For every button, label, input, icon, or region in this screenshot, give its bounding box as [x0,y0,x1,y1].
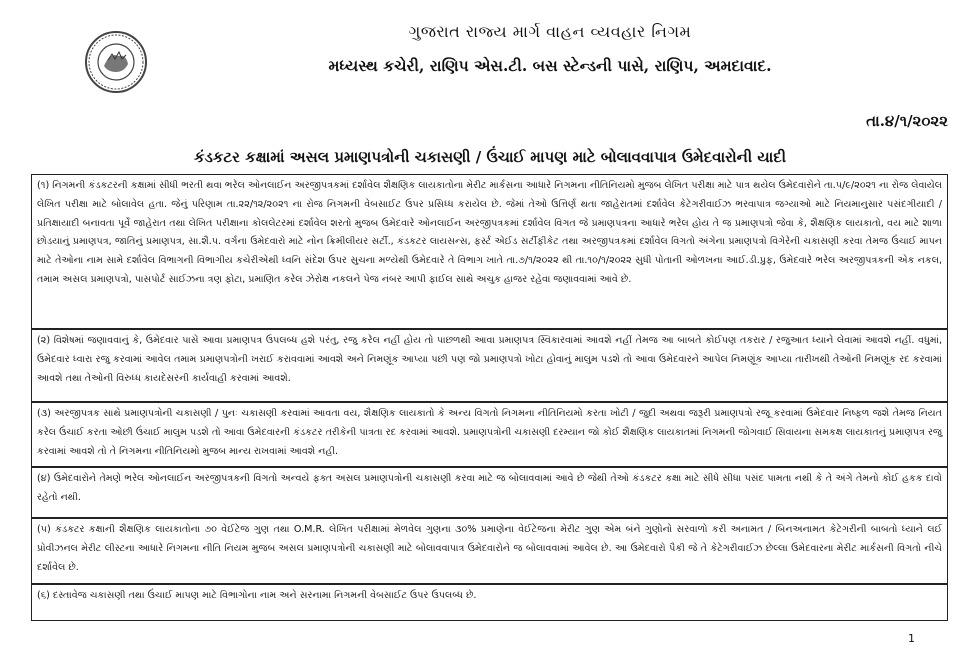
paragraph-5: (૫) કંડકટર કક્ષાની શૈક્ષણિક લાયકાતોના ૭૦ વેઈટેજ ગુણ તથા O.M.R. લેખિત પરીક્ષામાં મેળવેલ ગુણના ૩૦% પ્રમાણેના વેઈટેજના મેરીટ ગુણ એમ બંને ગુણોનો સરવાળો કરી અનામત / બિનઅનામત કેટેગરીની બાબતો ધ્યાને લઈ પ્રોવીઝનલ મેરીટ લીસ્ટના આધારે નિગમના નીતિ નિયમ મુજબ અસલ પ્રમાણપત્રોની ચકાસણી માટે બોલાવવાપાત્ર ઉમેદવારોને જ બોલાવવામાં આવેલ છે. આ ઉમેદવારો પૈકી જે તે કેટેગરીવાઈઝ છેલ્લા ઉમેદવારના મેરીટ માર્કસની વિગતો નીચે દર્શાવેલ છે. [31,518,948,584]
paragraph-1: (૧) નિગમની કંડકટરની કક્ષામાં સીધી ભરતી થવા ભરેલ ઓનલાઈન અરજીપત્રકમાં દર્શાવેલ શૈક્ષણિક લાયકાતોના મેરીટ માર્કસના આધારે નિગમના નીતિનિયમો મુજબ લેખિત પરીક્ષા માટે પાત્ર થયેલ ઉમેદવારોને તા.૫/૯/૨૦૨૧ ના રોજ લેવાયેલ લેખિત પરીક્ષા માટે બોલાવેલ હતા. જેનું પરિણામ તા.૨૨/૧૨/૨૦૨૧ ના રોજ નિગમની વેબસાઈટ ઉપર પ્રસિધ્ધ કરાયેલ છે. જેમાં તેઓ ઉત્તિર્ણ થતા જાહેરાતમાં દર્શાવેલ કેટેગરીવાઈઝ ભરવાપાત્ર જગ્યાઓ માટે નિયમાનુસાર પસંદગીયાદી / પ્રતિક્ષાયાદી બનાવતા પૂર્વે જાહેરાત તથા લેખિત પરીક્ષાના કોલલેટરમાં દર્શાવેલ શરતો મુજબ ઉમેદવારે ઓનલાઈન અરજીપત્રકમાં દર્શાવેલ વિગત જે પ્રમાણપત્રના આધારે ભરેલ હોય તે જ પ્રમાણપત્રો જેવા કે, શૈક્ષણિક લાયકાતો, વય માટે શાળા છોડયાનું પ્રમાણપત્ર, જાતિનું પ્રમાણપત્ર, સા.શૈ.પ. વર્ગના ઉમેદવારો માટે નોન ક્રિમીલીયર સર્ટી., કંડકટર લાયસન્સ, ફર્સ્ટ એઈડ સર્ટીફીકેટ તથા અરજીપત્રકમાં દર્શાવેલ વિગતો અંગેના પ્રમાણપત્રો વિગેરેની ચકાસણી કરવા તેમજ ઉંચાઈ માપન માટે તેઓના નામ સામે દર્શાવેલ વિભાગની વિભાગીય કચેરીએથી ધ્વનિ સંદેશ ઉપર સુચના મળ્યેથી ઉમેદવારે તે વિભાગ ખાતે તા.૭/૧/૨૦૨૨ થી તા.૧૦/૧/૨૦૨૨ સુધી પોતાની ઓળખના આઈ.ડી.પ્રુફ, ઉમેદવારે ભરેલ અરજીપત્રકની એક નકલ, તમામ અસલ પ્રમાણપત્રો, પાસપોર્ટ સાઈઝના ત્રણ ફોટા, પ્રમાણિત કરેલ ઝેરોક્ષ નકલને પેજ નંબર આપી ફાઈલ સાથે અચુક હાજર રહેવા જણાવવામાં આવે છે. [31,174,948,329]
paragraph-3: (૩) અરજીપત્રક સાથે પ્રમાણપત્રોની ચકાસણી / પુનઃ ચકાસણી કરવામાં આવતા વય, શૈક્ષણિક લાયકાતો કે અન્ય વિગતો નિગમના નીતિનિયમો કરતા ખોટી / જુદી અથવા જરૂરી પ્રમાણપત્રો રજૂ કરવામાં ઉમેદવાર નિષ્ફળ જશે તેમજ નિયત કરેલ ઉંચાઈ કરતા ઓછી ઉંચાઈ માલુમ પડશે તો આવા ઉમેદવારની કંડકટર તરીકેની પાત્રતા રદ કરવામાં આવશે. પ્રમાણપત્રોની ચકાસણી દરમ્યાન જો કોઈ શૈક્ષણિક લાયકાતમાં નિગમની જોગવાઈ સિવાયના સમકક્ષ લાયકાતનું પ્રમાણપત્ર રજુ કરવામાં આવશે તો તે નિગમના નીતિનિયમો મુજબ માન્ય રાખવામાં આવશે નહી. [31,402,948,467]
paragraph-6: (૬) દસ્તાવેજ ચકાસણી તથા ઉંચાઈ માપણ માટે વિભાગોના નામ અને સરનામા નિગમની વેબસાઈટ ઉપર ઉપલબ્ધ છે. [31,584,948,621]
gsrtc-seal-icon [84,30,148,94]
page-number: 1 [908,632,915,645]
document-date: તા.૪/૧/૨૦૨૨ [866,112,948,130]
organization-name: ગુજરાત રાજ્ય માર્ગ વાહન વ્યવહાર નિગમ [408,22,692,41]
paragraph-2: (૨) વિશેષમાં જણાવવાનું કે, ઉમેદવાર પાસે આવા પ્રમાણપત્ર ઉપલબ્ધ હશે પરંતુ, રજુ કરેલ નહીં હોય તો પાછળથી આવા પ્રમાણપત્ર સ્વિકારવામાં આવશે નહીં તેમજ આ બાબતે કોઈપણ તકરાર / રજુઆત ધ્યાને લેવામાં આવશે નહીં. વધુમાં, ઉમેદવાર ધ્વારા રજુ કરવામાં આવેલ તમામ પ્રમાણપત્રોની ખરાઈ કરાવવામાં આવશે અને નિમણૂંક આપ્યા પછી પણ જો પ્રમાણપત્રો ખોટા હોવાનું માલુમ પડશે તો આવા ઉમેદવારને આપેલ નિમણૂંક આપ્યા તારીખથી તેઓની નિમણૂંક રદ કરવામાં આવશે તથા તેઓની વિરુધ્ધ કાયદેસરની કાર્યવાહી કરવામાં આવશે. [31,329,948,402]
document-title: કંડકટર કક્ષામાં અસલ પ્રમાણપત્રોની ચકાસણી / ઉંચાઈ માપણ માટે બોલાવવાપાત્ર ઉમેદવારોની યાદી [193,148,787,166]
paragraph-4: (૪) ઉમેદવારોને તેમણે ભરેલ ઓનલાઈન અરજીપત્રકની વિગતો અન્વયે ફક્ત અસલ પ્રમાણપત્રોની ચકાસણી કરવા માટે જ બોલાવવામાં આવે છે જેથી તેઓ કંડકટર કક્ષા માટે સીધે સીધા પસંદ પામતા નથી કે તે અંગે તેમનો કોઈ હકક દાવો રહેતો નથી. [31,467,948,518]
organization-address: મધ્યસ્થ કચેરી, રાણિપ એસ.ટી. બસ સ્ટેન્ડની પાસે, રાણિપ, અમદાવાદ. [328,56,772,75]
